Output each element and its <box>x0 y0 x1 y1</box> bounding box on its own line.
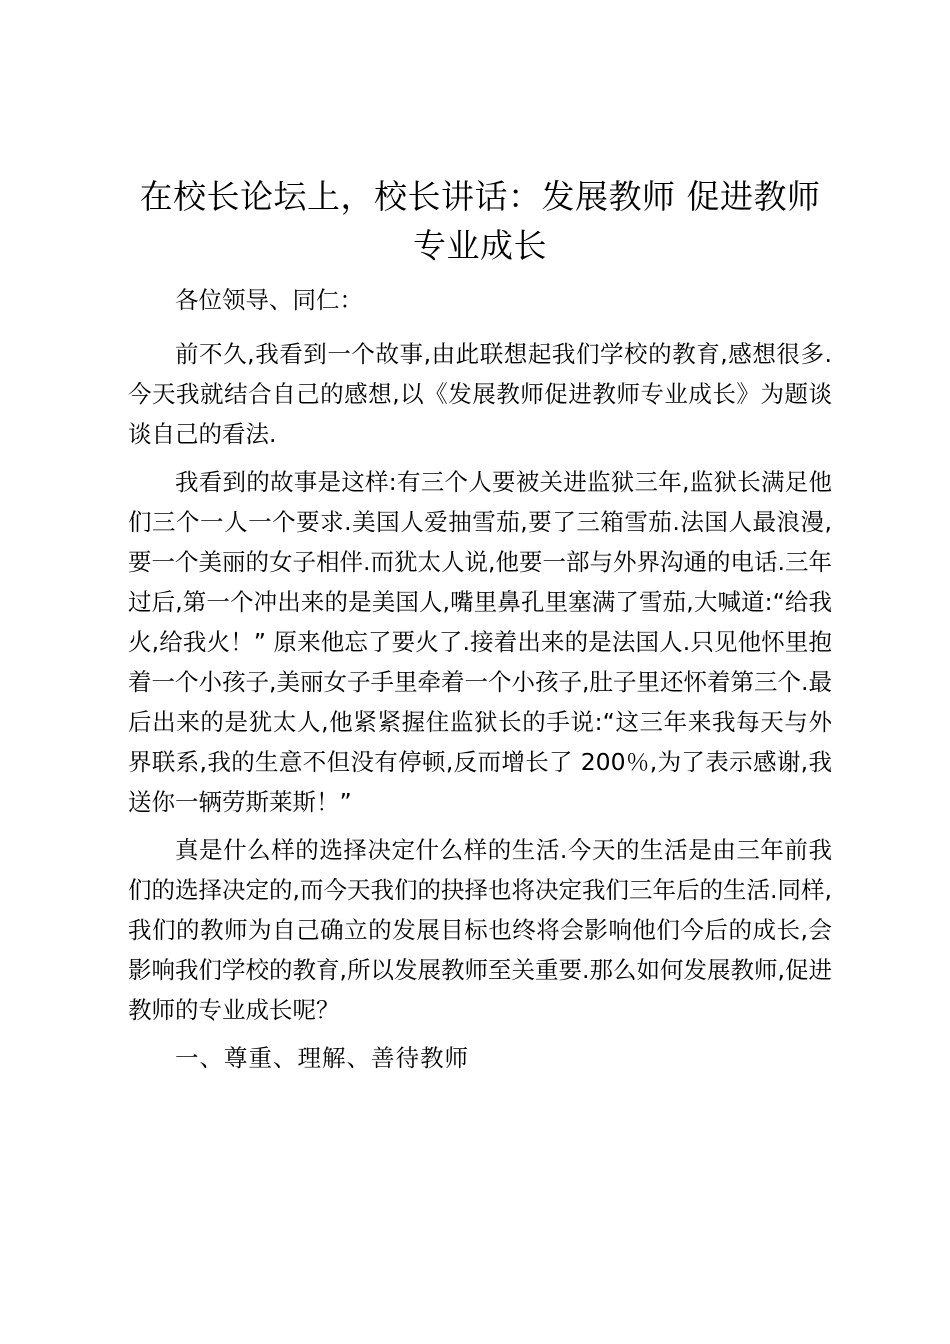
document-title: 在校长论坛上，校长讲话：发展教师 促进教师专业成长 <box>139 177 821 265</box>
document-body <box>128 280 832 1086</box>
section-heading: 一、尊重、理解、善待教师 <box>175 1044 469 1072</box>
paragraph-story: 我看到的故事是这样:有三个人要被关进监狱三年,监狱长满足他们三个一人一个要求.美国人爱抽雪茄,要了三箱雪茄.法国人最浪漫,要一个美丽的女子相伴.而犹太人说,他要一部与外界沟通的电话.三年过后,第一个冲出来的是美国人,嘴里鼻孔里塞满了雪茄,大喊道:“给我火,给我火！” 原来他忘了要火了.接着出来的是法国人.只见他怀里抱着一个小孩子,美丽女子手里牵着一个小孩子,肚子里还怀着第三个.最后出来的是犹太人,他紧紧握住监狱长的手说:“这三年来我每天与外界联系,我的生意不但没有停顿,反而增长了 200％,为了表示感谢,我送你一辆劳斯莱斯！” <box>128 468 832 816</box>
salutation: 各位领导、同仁： <box>175 286 363 314</box>
paragraph-reflection: 真是什么样的选择决定什么样的生活.今天的生活是由三年前我们的选择决定的,而今天我们的抉择也将决定我们三年后的生活.同样,我们的教师为自己确立的发展目标也终将会影响他们今后的成长,会影响我们学校的教育,所以发展教师至关重要.那么如何发展教师,促进教师的专业成长呢？ <box>128 836 832 1024</box>
paragraph-intro: 前不久,我看到一个故事,由此联想起我们学校的教育,感想很多.今天我就结合自己的感想,以《发展教师促进教师专业成长》为题谈谈自己的看法. <box>128 340 832 448</box>
